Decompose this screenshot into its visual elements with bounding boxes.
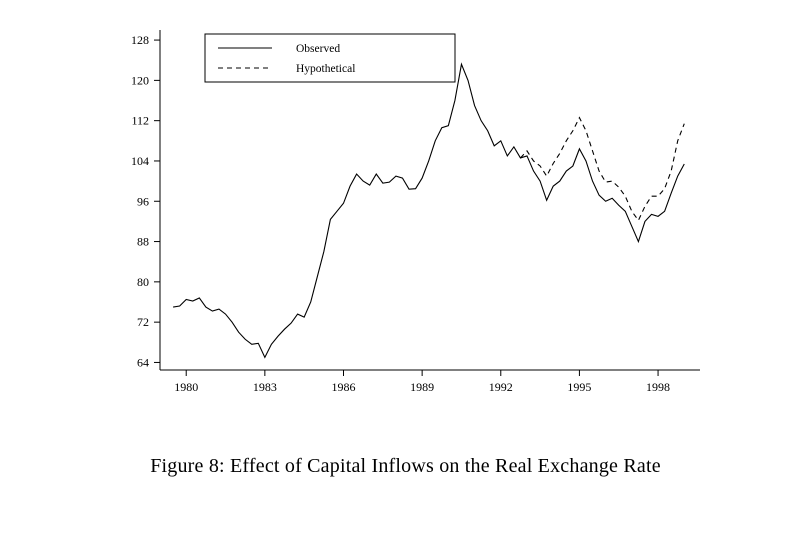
- x-axis-ticks: [174, 370, 670, 394]
- series-line-observed: [173, 64, 684, 357]
- legend-label-observed: Observed: [296, 43, 341, 55]
- y-tick-label: 96: [137, 194, 149, 209]
- x-tick-label: 1998: [646, 380, 671, 394]
- y-axis-ticks: [131, 33, 160, 369]
- y-tick-label: 128: [131, 33, 149, 48]
- y-tick-label: 72: [137, 315, 149, 330]
- y-tick-label: 80: [137, 274, 149, 289]
- figure-caption: Figure 8: Effect of Capital Inflows on the Real Exchange Rate: [150, 455, 661, 477]
- y-tick-label: 64: [137, 355, 149, 370]
- series-line-hypothetical: [520, 118, 684, 221]
- chart-legend: [205, 34, 455, 82]
- x-tick-label: 1989: [410, 380, 435, 394]
- x-tick-label: 1986: [331, 380, 356, 394]
- chart-figure: [100, 20, 720, 420]
- legend-label-hypothetical: Hypothetical: [296, 63, 356, 75]
- data-series-group: [173, 64, 684, 357]
- x-tick-label: 1995: [567, 380, 592, 394]
- y-tick-label: 88: [137, 234, 149, 249]
- x-tick-label: 1980: [174, 380, 199, 394]
- y-tick-label: 120: [131, 73, 149, 88]
- y-tick-label: 112: [131, 113, 149, 128]
- real-exchange-rate-line-chart: [100, 20, 720, 420]
- x-tick-label: 1983: [252, 380, 277, 394]
- x-tick-label: 1992: [488, 380, 513, 394]
- y-tick-label: 104: [131, 153, 149, 168]
